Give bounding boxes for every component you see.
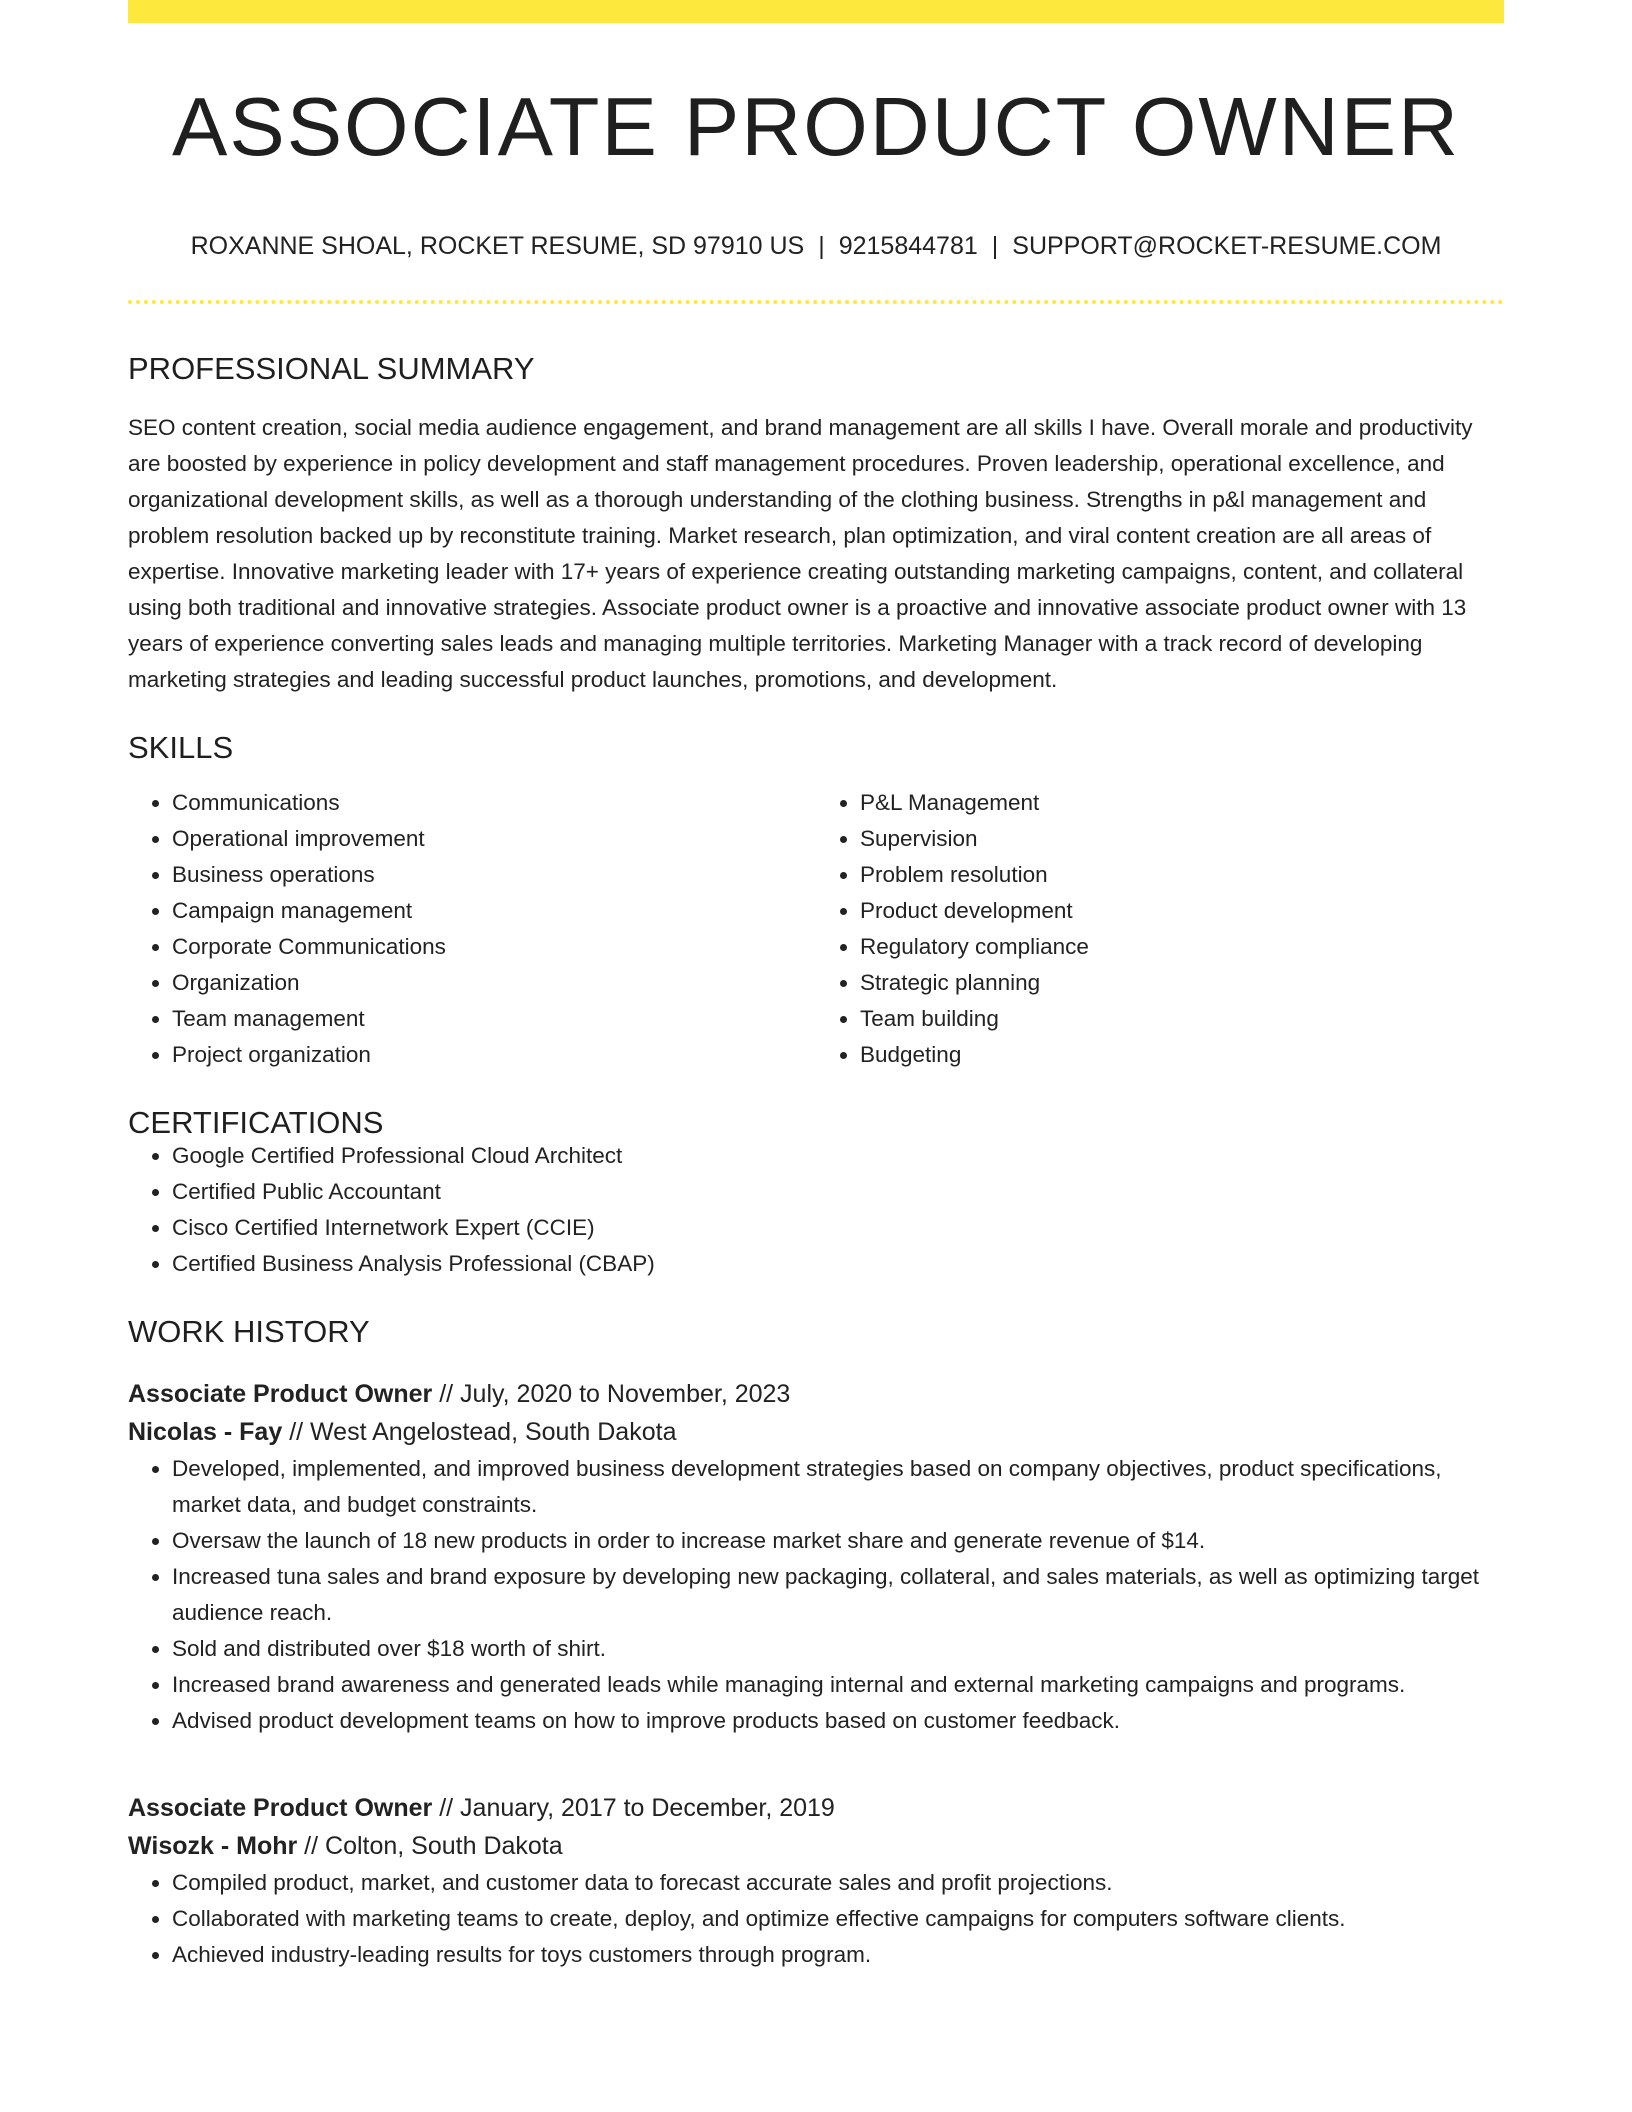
skill-item: • Communications bbox=[172, 785, 816, 821]
page-title: ASSOCIATE PRODUCT OWNER bbox=[171, 80, 1461, 173]
skill-item: • Regulatory compliance bbox=[860, 929, 1504, 965]
skill-item: • Project organization bbox=[172, 1037, 816, 1073]
job-bullet-item: • Collaborated with marketing teams to create, deploy, and optimize effective campaigns for computers software clients. bbox=[172, 1901, 1504, 1937]
job-bullets bbox=[128, 1865, 1504, 1973]
job-company: Nicolas - Fay bbox=[128, 1418, 283, 1446]
job-bullet-item: • Compiled product, market, and customer data to forecast accurate sales and profit projections. bbox=[172, 1865, 1504, 1901]
skills-list-right bbox=[816, 785, 1504, 1073]
skills-columns bbox=[128, 785, 1504, 1073]
job-spacer bbox=[128, 1739, 1504, 1761]
certifications-heading: CERTIFICATIONS bbox=[128, 1105, 384, 1140]
job-dates: // January, 2017 to December, 2019 bbox=[439, 1794, 835, 1822]
skill-item: • Operational improvement bbox=[172, 821, 816, 857]
summary-text: SEO content creation, social media audience engagement, and brand management are all skills I have. Overall morale and productivity are boosted by experience in policy development and staff management procedures. Proven leadership, operational excellence, and organizational development skills, as well as a thorough understanding of the clothing business. Strengths in p&l management and problem resolution backed up by reconstitute training. Market research, plan optimization, and viral content creation are all areas of expertise. Innovative marketing leader with 17+ years of experience creating outstanding marketing campaigns, content, and collateral using both traditional and innovative strategies. Associate product owner is a proactive and innovative associate product owner with 13 years of experience converting sales leads and managing multiple territories. Marketing Manager with a track record of developing marketing strategies and leading successful product launches, promotions, and development. bbox=[128, 415, 1473, 692]
job-company-line bbox=[128, 1413, 1504, 1451]
skill-item: • Organization bbox=[172, 965, 816, 1001]
job-title: Associate Product Owner bbox=[128, 1794, 433, 1822]
work-history-heading: WORK HISTORY bbox=[128, 1314, 370, 1349]
job-bullet-item: • Achieved industry-leading results for toys customers through program. bbox=[172, 1937, 1504, 1973]
skill-item: • Campaign management bbox=[172, 893, 816, 929]
job-bullet-item: • Increased brand awareness and generated leads while managing internal and external marketing campaigns and programs. bbox=[172, 1667, 1504, 1703]
job-title-line bbox=[128, 1789, 1504, 1827]
certifications-list bbox=[128, 1138, 1504, 1282]
skill-item: • Product development bbox=[860, 893, 1504, 929]
skills-list-left bbox=[128, 785, 816, 1073]
certification-item: • Cisco Certified Internetwork Expert (CCIE) bbox=[172, 1210, 1504, 1246]
contact-line bbox=[128, 234, 1504, 259]
certification-item: • Certified Business Analysis Professional (CBAP) bbox=[172, 1246, 1504, 1282]
skill-item: • Problem resolution bbox=[860, 857, 1504, 893]
skill-item: • Supervision bbox=[860, 821, 1504, 857]
contact-separator: | bbox=[991, 232, 999, 260]
job-bullet-item: • Increased tuna sales and brand exposure by developing new packaging, collateral, and sales materials, as well as optimizing target audience reach. bbox=[172, 1559, 1504, 1631]
contact-separator: | bbox=[818, 232, 825, 260]
summary-heading: PROFESSIONAL SUMMARY bbox=[128, 351, 535, 386]
job-bullet-item: • Developed, implemented, and improved business development strategies based on company objectives, product specifications, market data, and budget constraints. bbox=[172, 1451, 1504, 1523]
certification-item: • Certified Public Accountant bbox=[172, 1174, 1504, 1210]
job-bullet-item: • Advised product development teams on how to improve products based on customer feedback. bbox=[172, 1703, 1504, 1739]
skill-item: • Budgeting bbox=[860, 1037, 1504, 1073]
work-history-list bbox=[128, 1375, 1504, 1973]
job-entry bbox=[128, 1375, 1504, 1739]
contact-phone: 9215844781 bbox=[838, 232, 978, 260]
job-entry bbox=[128, 1739, 1504, 1973]
certification-item: • Google Certified Professional Cloud Architect bbox=[172, 1138, 1504, 1174]
skill-item: • Business operations bbox=[172, 857, 816, 893]
contact-address: ROXANNE SHOAL, ROCKET RESUME, SD 97910 US bbox=[190, 232, 805, 260]
resume-page bbox=[128, 0, 1504, 1973]
job-location: // West Angelostead, South Dakota bbox=[289, 1418, 677, 1446]
skill-item: • P&L Management bbox=[860, 785, 1504, 821]
top-accent-bar bbox=[128, 0, 1504, 23]
job-dates: // July, 2020 to November, 2023 bbox=[439, 1380, 791, 1408]
dotted-divider bbox=[128, 300, 1504, 304]
skill-item: • Team management bbox=[172, 1001, 816, 1037]
job-company: Wisozk - Mohr bbox=[128, 1832, 298, 1860]
job-company-line bbox=[128, 1827, 1504, 1865]
job-bullet-item: • Sold and distributed over $18 worth of shirt. bbox=[172, 1631, 1504, 1667]
job-title-line bbox=[128, 1375, 1504, 1413]
skill-item: • Corporate Communications bbox=[172, 929, 816, 965]
job-bullet-item: • Oversaw the launch of 18 new products in order to increase market share and generate revenue of $14. bbox=[172, 1523, 1504, 1559]
job-header bbox=[128, 1375, 1504, 1451]
job-title: Associate Product Owner bbox=[128, 1380, 433, 1408]
job-location: // Colton, South Dakota bbox=[304, 1832, 563, 1860]
skill-item: • Strategic planning bbox=[860, 965, 1504, 1001]
skill-item: • Team building bbox=[860, 1001, 1504, 1037]
job-header bbox=[128, 1789, 1504, 1865]
skills-heading: SKILLS bbox=[128, 730, 234, 765]
contact-email: SUPPORT@ROCKET-RESUME.COM bbox=[1012, 232, 1442, 260]
job-bullets bbox=[128, 1451, 1504, 1739]
